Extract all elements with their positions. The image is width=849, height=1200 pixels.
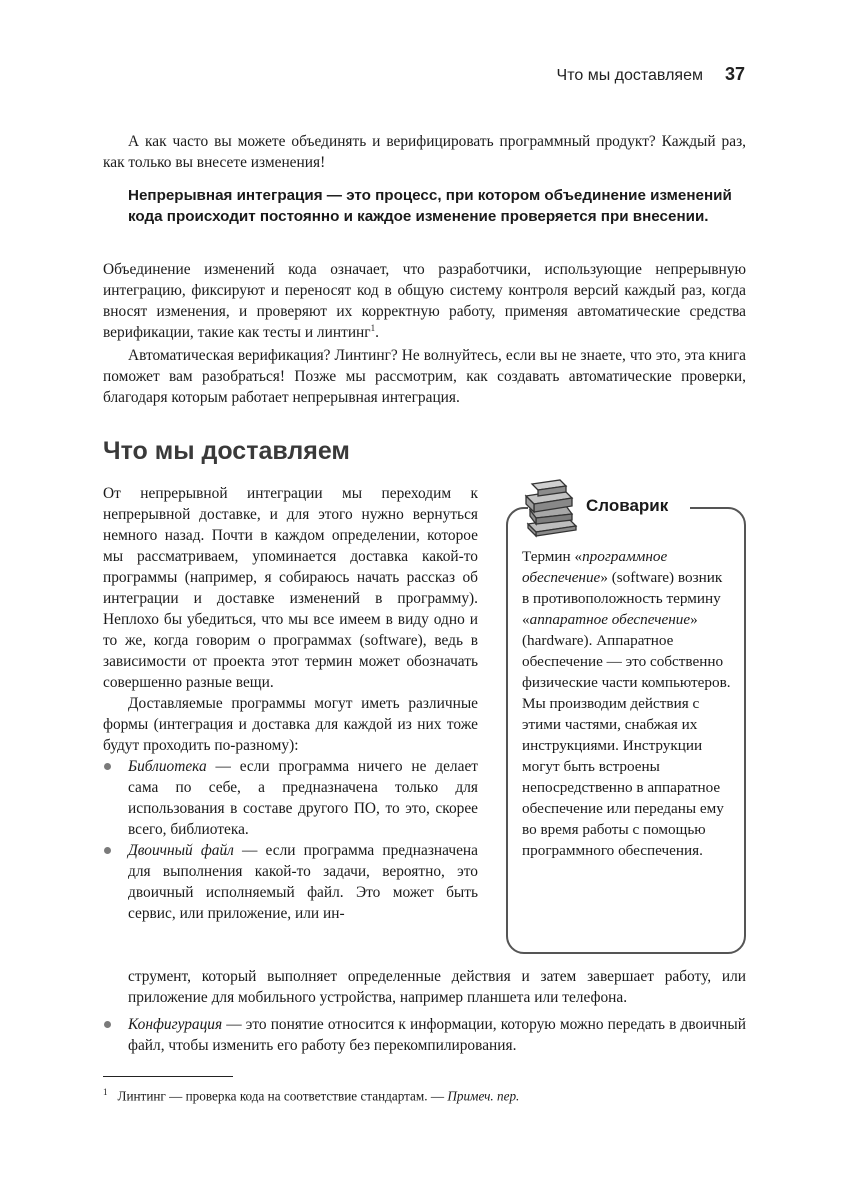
glossary-text-3: » (hardware). Аппаратное обеспечение — это собственно физические части компьютеров. Мы производим действия с этими частями, снабжая их инструкциями. Инструкции могут быть встроены непосредственно в аппаратное обеспечение или переданы ему во время работы с помощью программного обеспечения.: [522, 611, 731, 859]
bullet-3-block: [103, 1014, 746, 1056]
footnote-ref[interactable]: 1: [370, 322, 376, 333]
page-number: 37: [724, 64, 745, 84]
left-column: [103, 483, 478, 924]
footnote: [103, 1083, 746, 1105]
intro-paragraph-2-text: Объединение изменений кода означает, что разработчики, использующие непрерывную интеграцию, фиксируют и переносят код в общую систему контроля версий каждый раз, когда вносят изменения, и проверяют их корректную работу, применяя автоматические средства верификации, такие как тесты и линтинг: [103, 261, 746, 341]
bullet-icon: [104, 847, 111, 854]
section-title: Что мы доставляем: [103, 437, 350, 465]
bullet-icon: [104, 1021, 111, 1028]
running-head-title: Что мы доставляем: [556, 67, 703, 84]
glossary-text: [522, 546, 732, 861]
intro-paragraph-1: А как часто вы можете объединять и верифицировать программный продукт? Каждый раз, как только вы внесете изменения!: [103, 133, 746, 171]
bullet-icon: [104, 763, 111, 770]
intro-paragraph-3: Автоматическая верификация? Линтинг? Не волнуйтесь, если вы не знаете, что это, эта книга поможет вам разобраться! Позже мы рассмотрим, как создавать автоматические проверки, благодаря которым работает непрерывная интеграция.: [103, 347, 746, 406]
footnote-divider: [103, 1076, 233, 1077]
section-paragraph-2: Доставляемые программы могут иметь различные формы (интеграция и доставка для каждой из них тоже будут проходить по-разному):: [103, 695, 478, 754]
glossary-title: Словарик: [586, 496, 669, 515]
footnote-translator-note: Примеч. пер.: [447, 1088, 520, 1104]
footnote-number: 1: [103, 1087, 108, 1097]
bullet-list-2: [103, 1014, 746, 1056]
bullet-text: — если программа предназначена для выполнения какой-то задачи, вероятно, это двоичный исполняемый файл. Это может быть сервис, или приложение, или ин-: [128, 842, 478, 922]
glossary-text-1: Термин «: [522, 548, 583, 565]
intro-paragraph-2: Объединение изменений кода означает, что разработчики, использующие непрерывную интеграцию, фиксируют и переносят код в общую систему контроля версий каждый раз, когда вносят изменения, и проверяют их корректную работу, применяя автоматические средства верификации, такие как тесты и линтинг$^1$.: [103, 261, 746, 341]
bullet-continuation: [103, 966, 746, 1008]
glossary-text-2: » (software) возник в противоположность термину «: [522, 569, 723, 628]
list-item: [103, 1014, 746, 1056]
definition-callout: Непрерывная интеграция — это процесс, при котором объединение изменений кода происходит постоянно и каждое изменение проверяется при внесении.: [128, 187, 732, 225]
footnote-text: Линтинг — проверка кода на соответствие стандартам. —: [117, 1088, 448, 1104]
bullet-term: Конфигурация: [128, 1016, 223, 1033]
list-item: [103, 840, 478, 924]
running-head: [0, 64, 745, 85]
list-item: [103, 756, 478, 840]
bullet-term: Двоичный файл: [128, 842, 234, 859]
section-paragraph-1: От непрерывной интеграции мы переходим к непрерывной доставке, и для этого нужно вернуться немного назад. Почти в каждом определении, которое мы рассматриваем, упоминается доставка какой-то программы (например, я собираюсь начать рассказ об интеграции и доставке изменений в программу). Неплохо бы убедиться, что мы все имеем в виду одно и то же, когда говорим о программах (software), ведь в зависимости от проекта этот термин может обозначать совершенно разные вещи.: [103, 485, 478, 691]
bullet-text: — если программа ничего не делает сама по себе, а предназначена только для использования в составе другого ПО, то это, скорее всего, библиотека.: [128, 758, 478, 838]
glossary-term-software: программное обеспечение: [522, 548, 668, 586]
books-icon: [520, 478, 582, 540]
bullet-term: Библиотека: [128, 758, 207, 775]
glossary-term-hardware: аппаратное обеспечение: [529, 611, 691, 628]
bullet-list: [103, 756, 478, 924]
bullet-continuation-text: струмент, который выполняет определенные действия и затем завершает работу, или приложение для мобильного устройства, например планшета или телефона.: [128, 968, 746, 1006]
bullet-text: — это понятие относится к информации, которую можно передать в двоичный файл, чтобы изменить его работу без перекомпилирования.: [128, 1016, 746, 1054]
